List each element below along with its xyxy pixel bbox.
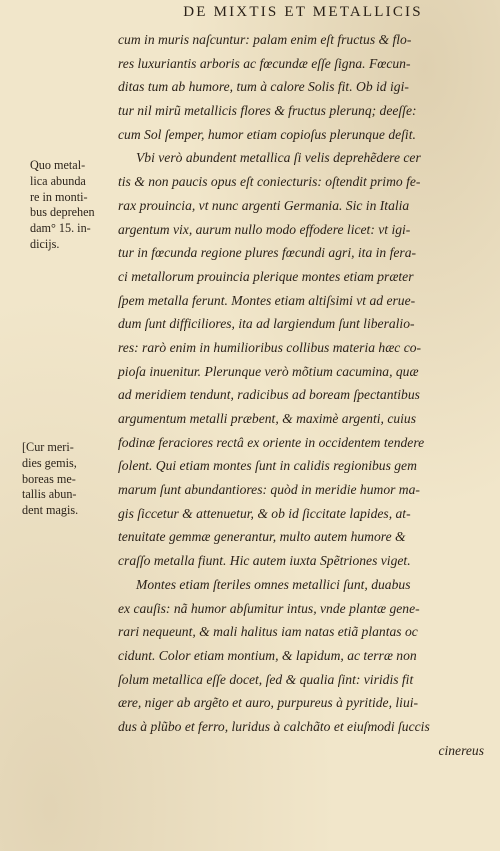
margin-note-line: dam° 15. in-	[30, 221, 91, 236]
text-line: ci metallorum prouincia plerique montes etiam præter	[118, 268, 414, 284]
text-line: ditas tum ab humore, tum à calore Solis fit. Ob id igi-	[118, 79, 409, 95]
text-line: tenuitate gemmæ generantur, multo autem humore &	[118, 529, 406, 545]
text-line: res luxuriantis arboris ac fœcundæ eſſe ſigna. Fœcun-	[118, 55, 411, 71]
margin-note-line: boreas me-	[22, 471, 76, 486]
margin-note-line: bus deprehen	[30, 205, 95, 220]
margin-note-line: tallis abun-	[22, 487, 77, 502]
margin-note-line: [Cur meri-	[22, 440, 74, 454]
catchword: cinereus	[438, 742, 484, 758]
text-line: craſſo metalla fiunt. Hic autem iuxta Spẽtriones viget.	[118, 553, 411, 569]
text-line: dum ſunt difficiliores, ita ad largiendum ſunt liberalio-	[118, 316, 415, 332]
text-line: tis & non paucis opus eſt coniecturis: oſtendit primo fe-	[118, 174, 421, 190]
text-line: cum Sol ſemper, humor etiam copioſus plerunque deſit.	[118, 126, 416, 142]
text-line: rari nequeunt, & mali halitus iam natas etiã plantas oc	[118, 624, 418, 640]
text-line: ex cauſis: nã humor abſumitur intus, vnde plantæ gene-	[118, 600, 420, 616]
text-line: rax prouincia, vt nunc argenti Germania. Sic in Italia	[118, 197, 410, 213]
margin-note-line: Quo metal-	[30, 158, 86, 172]
margin-note-line: re in monti-	[30, 189, 88, 204]
margin-note-line: dies gemis,	[22, 455, 77, 470]
text-line: ſpem metalla ferunt. Montes etiam altiſsimi vt ad erue-	[118, 292, 416, 308]
text-line: cidunt. Color etiam montium, & lapidum, ac terræ non	[118, 647, 417, 663]
margin-note-line: dicijs.	[30, 236, 60, 251]
text-line: ære, niger ab argẽto et auro, purpureus à pyritide, liui-	[118, 695, 419, 711]
text-line: res: rarò enim in humilioribus collibus materia hæc co-	[118, 339, 422, 355]
text-line: ſolum metallica eſſe docet, ſed & qualia ſint: viridis fit	[118, 671, 414, 687]
text-line: dus à plũbo et ferro, luridus à calchãto et eiuſmodi ſuccis	[118, 718, 430, 734]
text-line: ad meridiem tendunt, radicibus ad boream ſpectantibus	[118, 387, 420, 403]
text-line: ſolent. Qui etiam montes ſunt in calidis regionibus gem	[118, 458, 417, 474]
margin-note-south-north	[22, 440, 102, 519]
main-text-block	[118, 28, 486, 762]
margin-note-line: lica abunda	[30, 173, 86, 188]
text-line: Vbi verò abundent metallica ſi velis deprehẽdere cer	[136, 150, 421, 166]
text-line: fodinæ feraciores rectâ ex oriente in occidentem tendere	[118, 434, 425, 450]
running-title: DE MIXTIS ET METALLICIS	[183, 4, 423, 20]
text-line: Montes etiam ſteriles omnes metallici ſunt, duabus	[136, 576, 411, 592]
text-line: gis ſiccetur & attenuetur, & ob id ſiccitate lapides, at-	[118, 505, 411, 521]
margin-note-metal-locations	[30, 158, 110, 253]
margin-note-line: dent magis.	[22, 503, 79, 518]
text-line: marum ſunt abundantiores: quòd in meridie humor ma-	[118, 482, 420, 498]
text-line: argentum vix, aurum nullo modo effodere licet: vt igi-	[118, 221, 411, 237]
text-line: tur in fœcunda regione plures fœcundi agri, ita in fera-	[118, 245, 417, 261]
text-line: pioſa inuenitur. Plerunque verò mõtium cacumina, quæ	[118, 363, 419, 379]
text-line: cum in muris naſcuntur: palam enim eſt fructus & flo-	[118, 32, 412, 47]
text-line: tur nil mirũ metallicis flores & fructus plerunq; deeſſe:	[118, 103, 417, 119]
text-line: argumentum metalli præbent, & maximè argenti, cuius	[118, 411, 417, 426]
